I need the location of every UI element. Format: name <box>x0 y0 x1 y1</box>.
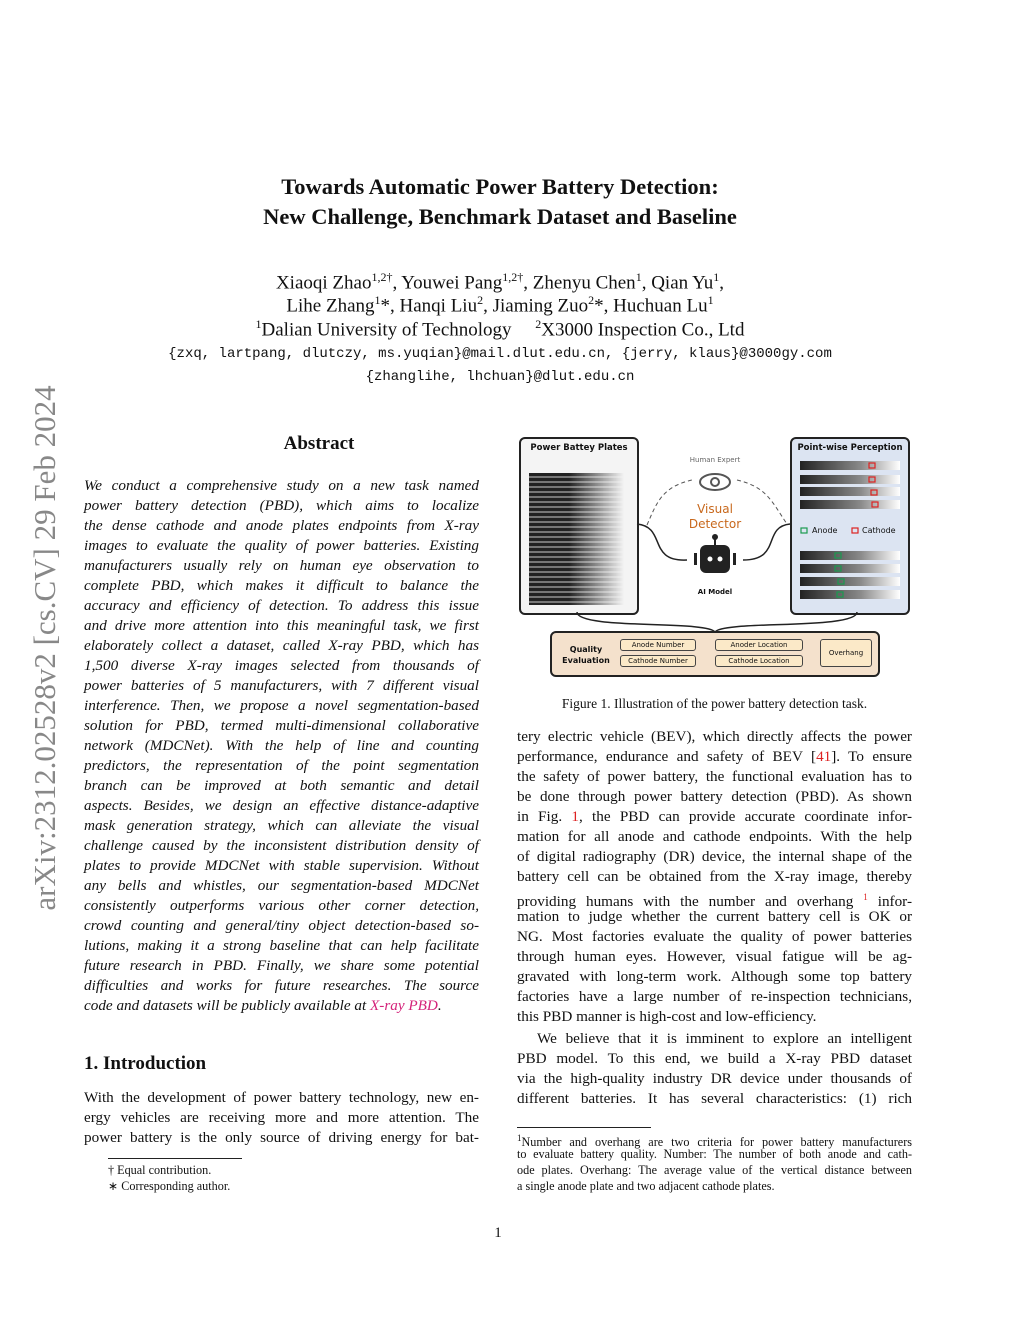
footnote-line <box>517 1162 912 1178</box>
authors-line-2: Lihe Zhang$^1$*, Hanqi Liu$^2$, Jiaming Zuo$^2$*, Huchuan Lu$^1$ <box>286 293 714 317</box>
chip-anode-number: Anode Number <box>620 639 696 651</box>
abstract-line <box>84 856 479 876</box>
perception-title: Point-wise Perception <box>797 443 903 453</box>
text-segment: Number and overhang are two criteria for power battery manufacturers <box>521 1135 912 1150</box>
abstract-line <box>84 576 479 596</box>
abstract-line <box>84 896 479 916</box>
citation-link[interactable]: 1 <box>571 808 579 825</box>
text-segment: 1 <box>517 1133 522 1143</box>
text-segment: this PBD manner is high-cost and low-efficiency. <box>517 1008 817 1025</box>
chip-cathode-location: Cathode Location <box>715 655 803 667</box>
body-line <box>517 747 912 767</box>
text-segment: elaborately collect a dataset, called X-ray PBD, which has <box>84 637 479 654</box>
text-segment: the dense cathode and anode plates endpoints from X-ray <box>84 517 479 534</box>
visual-detector-line-2: Detector <box>688 517 742 531</box>
right-footnote <box>517 1130 912 1194</box>
text-segment: lutions, making it a strong baseline that can help facilitate <box>84 937 479 954</box>
text-segment: power battery detection (PBD), which aims to localize <box>84 497 479 514</box>
chip-cathode-number: Cathode Number <box>620 655 696 667</box>
body-line <box>517 827 912 847</box>
abstract-line <box>84 736 479 756</box>
text-segment: power batteries of 5 manufacturers, with 7 different visual <box>84 677 479 694</box>
body-line <box>517 927 912 947</box>
body-line <box>517 1089 912 1109</box>
text-segment: consistently outperforms various other corner detection, <box>84 897 479 914</box>
abstract-line <box>84 516 479 536</box>
abstract-line <box>84 716 479 736</box>
text-segment: of digital radiography (DR) device, the internal shape of the <box>517 848 912 865</box>
author-emails-1: {zxq, lartpang, dlutczy, ms.yuqian}@mail.dlut.edu.cn, {jerry, klaus}@3000gy.com <box>168 346 832 362</box>
legend-anode: Anode <box>812 526 838 535</box>
right-paragraph-1 <box>517 727 912 1027</box>
text-segment: challenge caused by the inconsistent distribution density of <box>84 837 479 854</box>
arxiv-side-label: arXiv:2312.02528v2 [cs.CV] 29 Feb 2024 <box>27 385 62 911</box>
body-line <box>517 887 912 911</box>
body-line <box>517 1069 912 1089</box>
text-segment: plates to provide MDCNet with stable supervision. Without <box>84 857 479 874</box>
chip-overhang: Overhang <box>820 639 872 667</box>
text-segment: tery electric vehicle (BEV), which directly affects the power <box>517 728 912 745</box>
body-line <box>517 1029 912 1049</box>
abstract-line <box>84 556 479 576</box>
text-segment: any bells and whistles, our segmentation-based MDCNet <box>84 877 479 894</box>
intro-line <box>84 1088 479 1108</box>
dataset-link[interactable]: X-ray PBD <box>369 997 438 1014</box>
text-segment: 1,500 diverse X-ray images selected from thousands of <box>84 657 479 674</box>
abstract-line <box>84 876 479 896</box>
battery-plates-title: Power Battey Plates <box>530 443 628 453</box>
figure-1 <box>517 432 913 682</box>
ai-model-label: AI Model <box>697 588 733 596</box>
body-line <box>517 807 912 827</box>
abstract-line <box>84 616 479 636</box>
text-segment: crowd counting and general/tiny object detection-based so- <box>84 917 479 934</box>
abstract-line <box>84 916 479 936</box>
abstract-line <box>84 676 479 696</box>
footnote-line <box>517 1130 912 1150</box>
footnote-rule <box>108 1158 242 1159</box>
text-segment: NG. Most factories evaluate the quality of power batteries <box>517 928 912 945</box>
text-segment: via the high-quality industry DR device under thousands of <box>517 1070 912 1087</box>
qe-line-2: Evaluation <box>562 656 610 665</box>
affiliations: $^1$Dalian University of Technology $^2$X3000 Inspection Co., Ltd <box>255 317 745 341</box>
text-segment: PBD model. To this end, we build a X-ray PBD dataset <box>517 1050 912 1067</box>
qe-line-1: Quality <box>569 645 603 654</box>
text-segment: mation for all anode and cathode endpoints. With the help <box>517 828 912 845</box>
quality-evaluation-label <box>558 644 614 666</box>
abstract-line <box>84 656 479 676</box>
text-segment: complete PBD, which makes it difficult to balance the <box>84 577 479 594</box>
quality-evaluation-box <box>550 631 880 677</box>
abstract-line <box>84 636 479 656</box>
body-line <box>517 1007 912 1027</box>
abstract-line <box>84 836 479 856</box>
text-segment: through human eyes. However, visual fatigue will be ag- <box>517 948 912 965</box>
abstract-text <box>84 476 479 1016</box>
body-line <box>517 907 912 927</box>
text-segment: images to evaluate the quality of power batteries. Existing <box>84 537 479 554</box>
body-line <box>517 967 912 987</box>
abstract-line <box>84 996 479 1016</box>
text-segment: infor- <box>867 893 912 911</box>
abstract-line <box>84 956 479 976</box>
abstract-line <box>84 756 479 776</box>
citation-link[interactable]: 41 <box>816 748 832 765</box>
legend-cathode: Cathode <box>862 526 896 535</box>
text-segment: ode plates. Overhang: The average value of the vertical distance between <box>517 1163 912 1177</box>
body-line <box>517 1049 912 1069</box>
abstract-heading: Abstract <box>283 433 355 454</box>
citation-link[interactable]: 1 <box>863 892 868 902</box>
abstract-line <box>84 796 479 816</box>
text-segment: a single anode plate and two adjacent cathode plates. <box>517 1179 775 1193</box>
text-segment: . <box>437 997 442 1014</box>
abstract-line <box>84 816 479 836</box>
text-segment: mation to judge whether the current battery cell is OK or <box>517 908 912 925</box>
chip-anode-location: Anoder Location <box>715 639 803 651</box>
footnote-equal: † Equal contribution. <box>108 1163 212 1177</box>
text-segment: future research in PBD. Finally, we share some potential <box>84 957 479 974</box>
body-line <box>517 867 912 887</box>
text-segment: in Fig. <box>517 808 572 825</box>
intro-line <box>84 1128 479 1148</box>
text-segment: different batteries. It has several characteristics: (1) rich <box>517 1090 912 1107</box>
text-segment: , the PBD can provide accurate coordinate infor- <box>578 808 913 825</box>
text-segment: With the development of power battery technology, new en- <box>84 1089 479 1106</box>
text-segment: We conduct a comprehensive study on a new task named <box>84 477 479 494</box>
footnote-line <box>517 1178 912 1194</box>
text-segment: We believe that it is imminent to explore an intelligent <box>537 1030 912 1047</box>
abstract-line <box>84 496 479 516</box>
text-segment: ergy vehicles are receiving more and more attention. The <box>84 1109 479 1126</box>
text-segment: to evaluate battery quality. Number: The number of both anode and cath- <box>517 1147 912 1161</box>
text-segment: factories have a large number of re-inspection technicians, <box>517 988 912 1005</box>
text-segment: gravated with long-term work. Although some top battery <box>517 968 912 985</box>
footnote-line <box>517 1146 912 1162</box>
text-segment: predictors, the representation of the point segmentation <box>84 757 479 774</box>
text-segment: code and datasets will be publicly available at <box>84 997 370 1014</box>
intro-line <box>84 1108 479 1128</box>
abstract-line <box>84 936 479 956</box>
intro-text <box>84 1088 479 1148</box>
abstract-line <box>84 976 479 996</box>
text-segment: performance, endurance and safety of BEV [ <box>517 748 817 765</box>
abstract-line <box>84 596 479 616</box>
footnote-corresponding: ∗ Corresponding author. <box>108 1179 231 1193</box>
text-segment: battery cell can be obtained from the X-ray image, thereby <box>517 868 912 885</box>
text-segment: mask generation strategy, which can alleviate the visual <box>84 817 479 834</box>
abstract-line <box>84 696 479 716</box>
text-segment: interference. Then, we propose a novel segmentation-based <box>84 697 479 714</box>
abstract-line <box>84 536 479 556</box>
text-segment: branch can be improved at both semantic and detail <box>84 777 479 794</box>
text-segment: accuracy and efficiency of detection. To address this issue <box>84 597 479 614</box>
text-segment: be done through power battery detection (PBD). As shown <box>517 788 912 805</box>
abstract-line <box>84 776 479 796</box>
body-line <box>517 947 912 967</box>
text-segment: providing humans with the number and overhang <box>517 893 864 911</box>
text-segment: and drive more attention into this meaningful task, we first <box>84 617 479 634</box>
body-line <box>517 727 912 747</box>
paper-title-line-2: New Challenge, Benchmark Dataset and Baseline <box>263 204 737 229</box>
right-paragraph-2 <box>517 1029 912 1109</box>
authors-line-1: Xiaoqi Zhao$^{1,2\dagger}$, Youwei Pang$^{1,2\dagger}$, Zhenyu Chen$^1$, Qian Yu$^1$, <box>275 270 725 294</box>
text-segment: aspects. Besides, we design an effective distance-adaptive <box>84 797 479 814</box>
abstract-line <box>84 476 479 496</box>
paper-title-line-1: Towards Automatic Power Battery Detection: <box>281 174 719 199</box>
text-segment: solution for PBD, termed multi-dimensional collaborative <box>84 717 479 734</box>
author-emails-2: {zhanglihe, lhchuan}@dlut.edu.cn <box>365 369 635 385</box>
text-segment: manufacturers usually rely on human eye observation to <box>84 557 479 574</box>
text-segment: network (MDCNet). With the help of line and counting <box>84 737 479 754</box>
body-line <box>517 847 912 867</box>
text-segment: power battery is the only source of driving energy for bat- <box>84 1129 479 1146</box>
page-number: 1 <box>494 1225 502 1241</box>
human-expert-label: Human Expert <box>689 456 741 464</box>
text-segment: ]. To ensure <box>831 748 912 765</box>
body-line <box>517 767 912 787</box>
affiliation-1: Dalian University of Technology <box>261 319 512 341</box>
text-segment: the safety of power battery, the functional evaluation has to <box>517 768 912 785</box>
intro-heading: 1. Introduction <box>84 1053 207 1074</box>
figure-caption: Figure 1. Illustration of the power battery detection task. <box>561 696 868 711</box>
visual-detector-line-1: Visual <box>697 502 733 516</box>
affiliation-2: X3000 Inspection Co., Ltd <box>541 319 745 341</box>
body-line <box>517 787 912 807</box>
body-line <box>517 987 912 1007</box>
right-footnote-rule <box>517 1127 651 1128</box>
text-segment: difficulties and works for future researches. The source <box>84 977 479 994</box>
visual-detector-label <box>667 502 763 532</box>
